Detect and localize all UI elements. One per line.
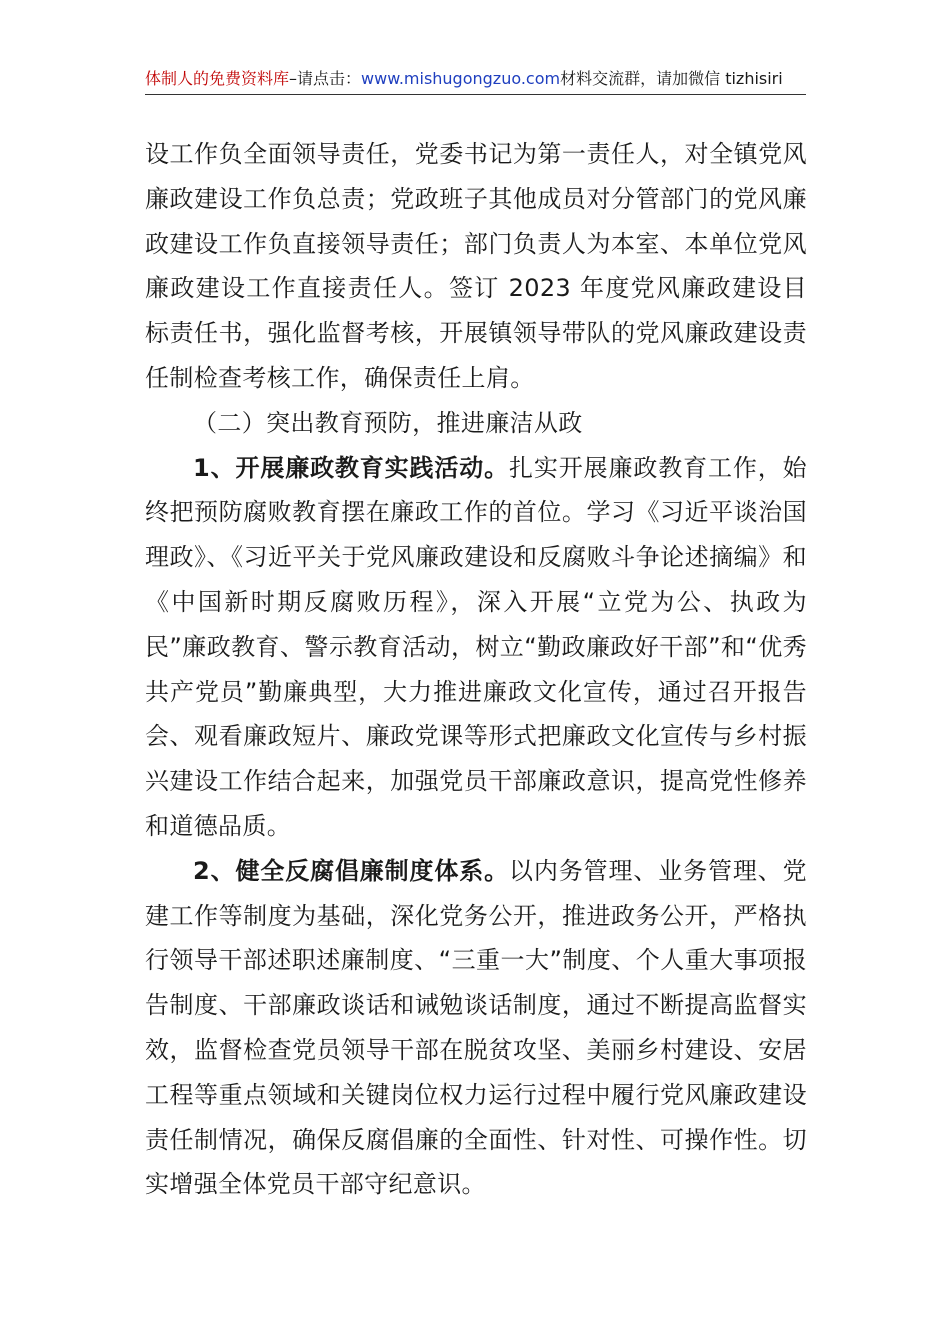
paragraph-system bbox=[145, 849, 807, 1207]
paragraph-text-education: 扎实开展廉政教育工作，始终把预防腐败教育摆在廉政工作的首位。学习《习近平谈治国理政》、《习近平关于党风廉政建设和反腐败斗争论述摘编》和《中国新时期反腐败历程》，深入开展“立党为公、执政为民”廉政教育、警示教育活动，树立“勤政廉政好干部”和“优秀共产党员”勤廉典型，大力推进廉政文化宣传，通过召开报告会、观看廉政短片、廉政党课等形式把廉政文化宣传与乡村振兴建设工作结合起来，加强党员干部廉政意识，提高党性修养和道德品质。 bbox=[145, 453, 807, 840]
paragraph-education bbox=[145, 446, 807, 849]
page-header bbox=[145, 66, 806, 95]
section-subheading: （二）突出教育预防，推进廉洁从政 bbox=[193, 408, 583, 437]
header-prompt: –请点击： bbox=[289, 69, 362, 88]
header-url-link[interactable]: www.mishugongzuo.com bbox=[361, 69, 561, 88]
paragraph-lead-education: 1、开展廉政教育实践活动。 bbox=[193, 453, 510, 482]
paragraph-text-system: 以内务管理、业务管理、党建工作等制度为基础，深化党务公开，推进政务公开，严格执行领导干部述职述廉制度、“三重一大”制度、个人重大事项报告制度、干部廉政谈话和诫勉谈话制度，通过不断提高监督实效，监督检查党员领导干部在脱贫攻坚、美丽乡村建设、安居工程等重点领域和关键岗位权力运行过程中履行党风廉政建设责任制情况，确保反腐倡廉的全面性、针对性、可操作性。切实增强全体党员干部守纪意识。 bbox=[145, 856, 807, 1199]
header-wechat-note: 材料交流群，请加微信 tizhisiri bbox=[560, 69, 783, 88]
document-body bbox=[145, 132, 807, 1207]
paragraph-lead-system: 2、健全反腐倡廉制度体系。 bbox=[193, 856, 510, 885]
header-brand: 体制人的免费资料库 bbox=[145, 69, 290, 88]
paragraph-continuation: 设工作负全面领导责任，党委书记为第一责任人，对全镇党风廉政建设工作负总责；党政班子其他成员对分管部门的党风廉政建设工作负直接领导责任；部门负责人为本室、本单位党风廉政建设工作直接责任人。签订 2023 年度党风廉政建设目标责任书，强化监督考核，开展镇领导带队的党风廉政建设责任制检查考核工作，确保责任上肩。 bbox=[145, 140, 807, 392]
